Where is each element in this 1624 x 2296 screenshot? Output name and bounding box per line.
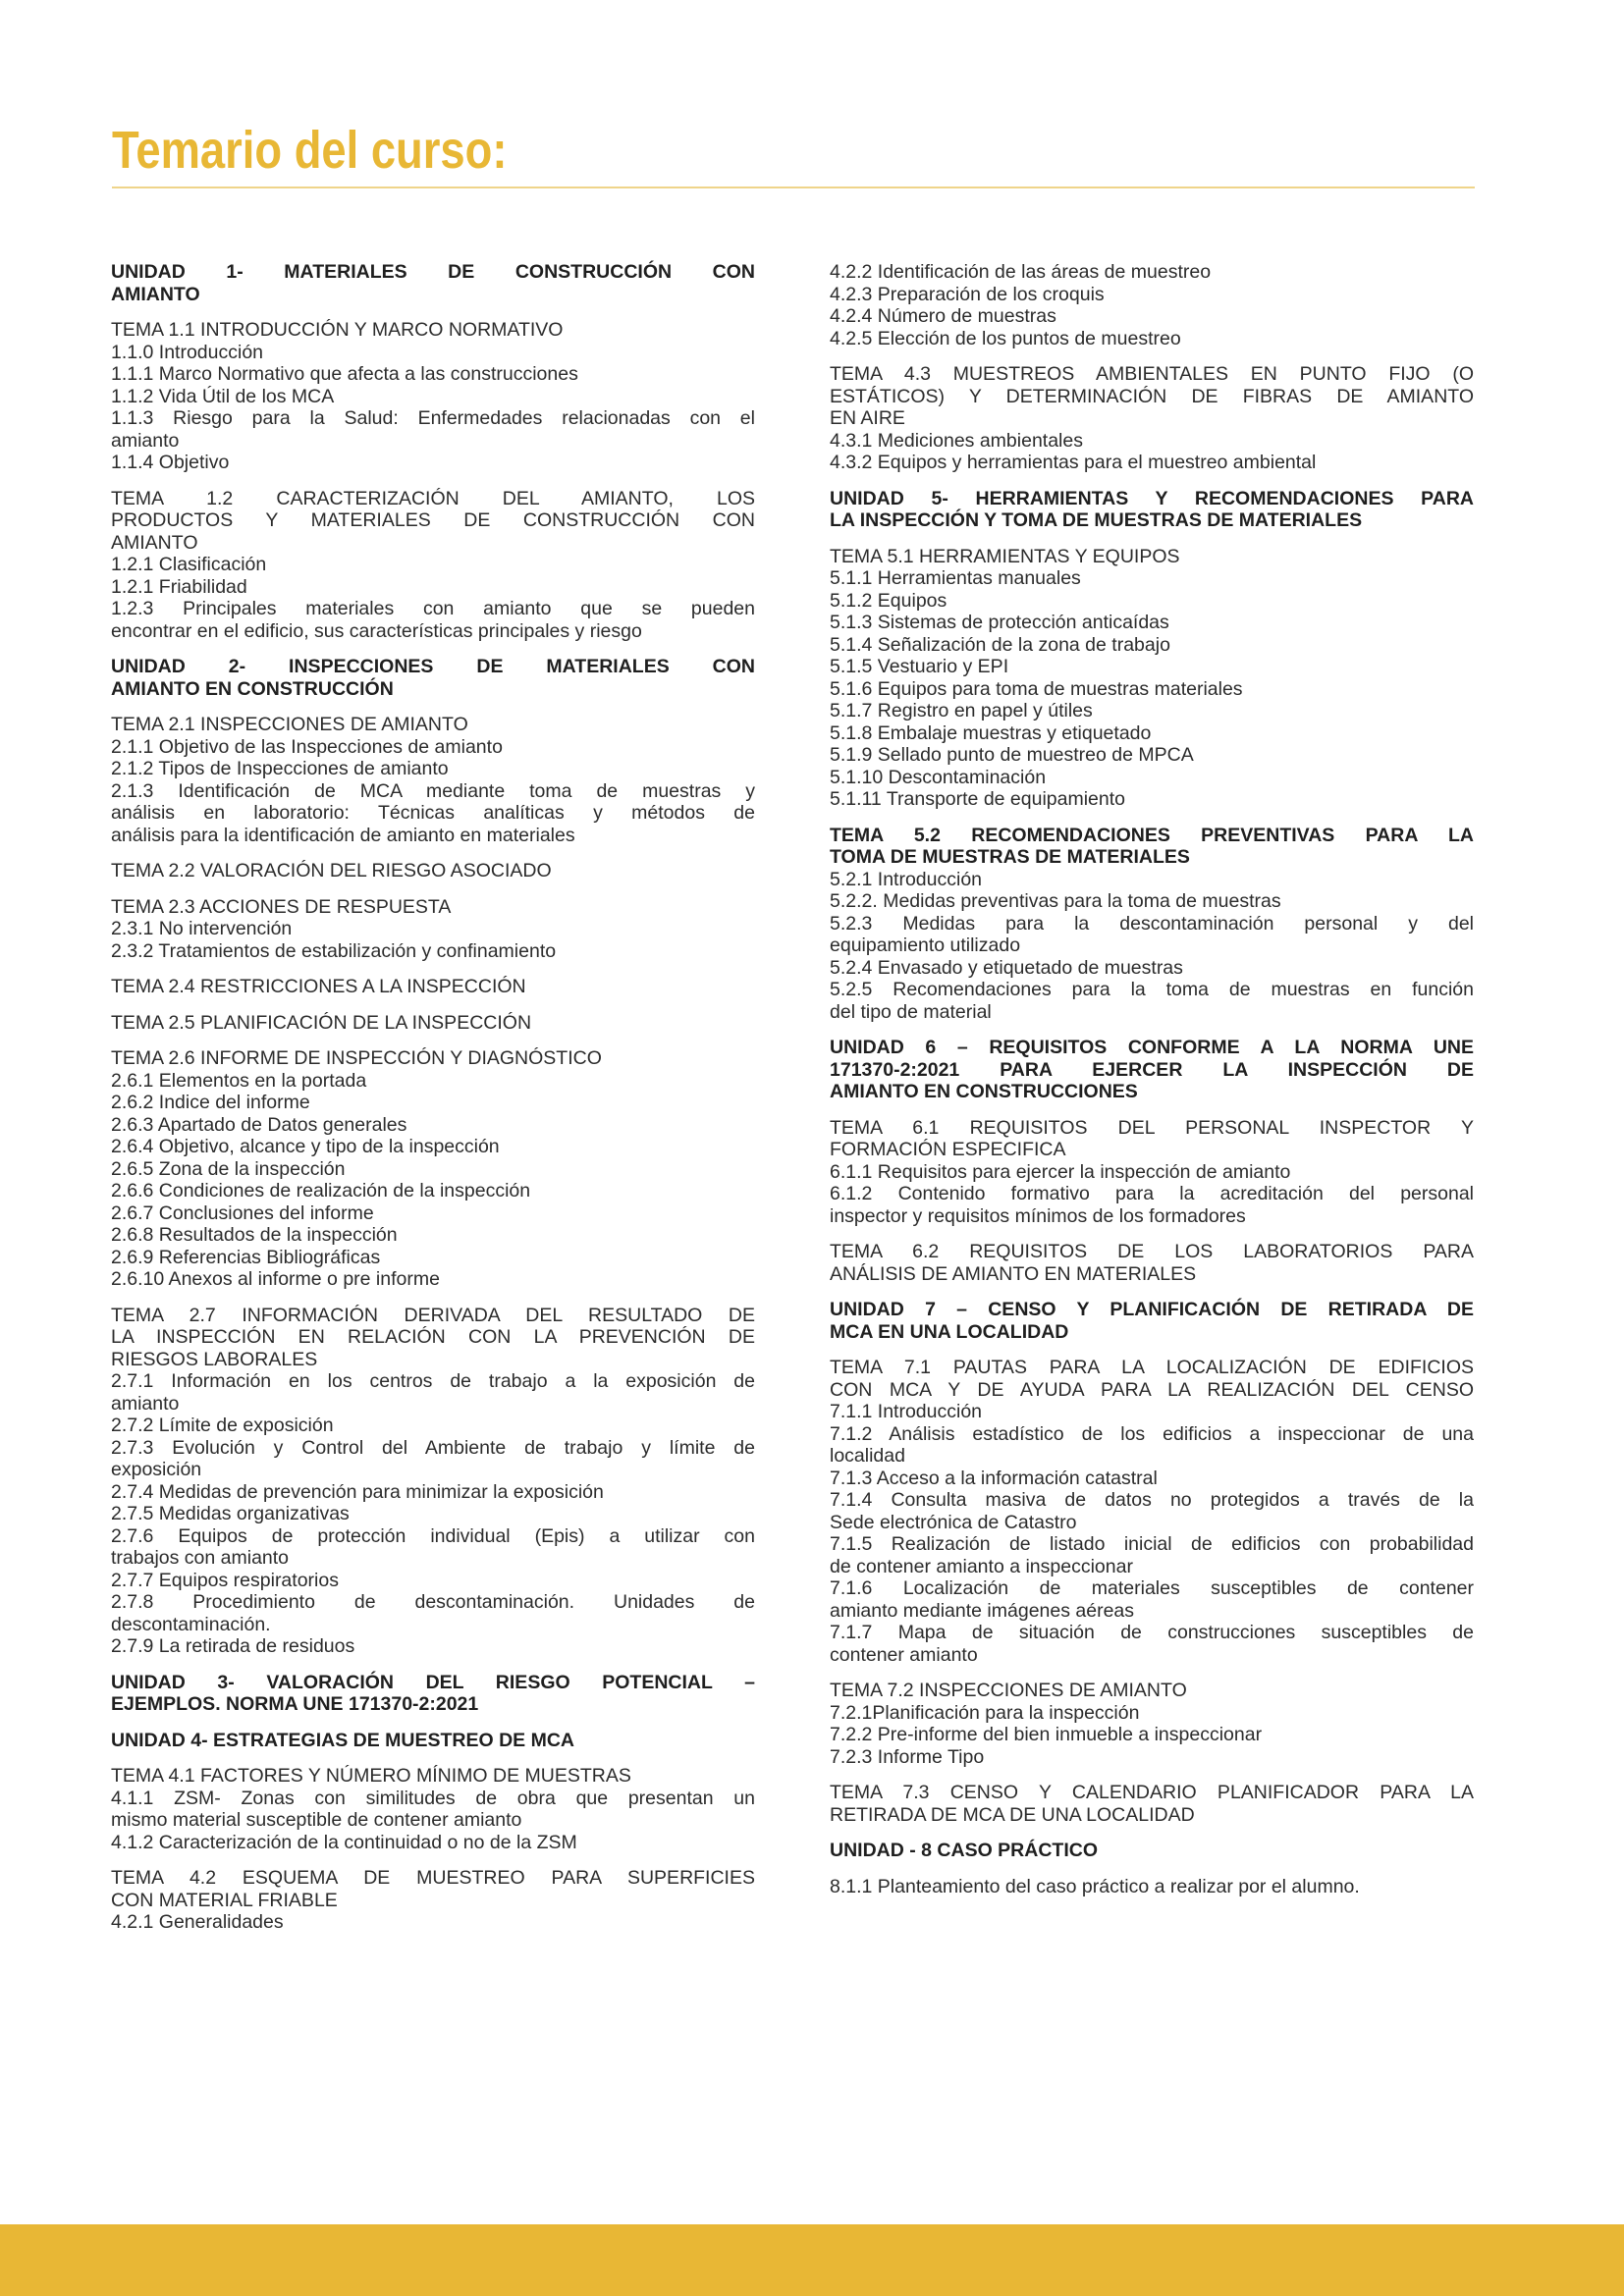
syllabus-line: 4.1.2 Caracterización de la continuidad o no de la ZSM: [111, 1831, 577, 1853]
syllabus-line: TEMA 7.3 CENSO Y CALENDARIO PLANIFICADOR PARA LA: [830, 1782, 1474, 1803]
syllabus-line: mismo material susceptible de contener amianto: [111, 1809, 522, 1831]
syllabus-line: 5.2.2. Medidas preventivas para la toma de muestras: [830, 890, 1281, 912]
topic-block: [830, 1357, 1474, 1666]
syllabus-line: 5.1.4 Señalización de la zona de trabajo: [830, 633, 1170, 656]
unit-heading-line: UNIDAD 6 – REQUISITOS CONFORME A LA NORMA UNE: [830, 1037, 1474, 1058]
syllabus-line: 5.2.1 Introducción: [830, 868, 983, 890]
syllabus-line: amianto mediante imágenes aéreas: [830, 1599, 1135, 1622]
unit-heading-block: [830, 488, 1474, 532]
syllabus-line: 5.1.6 Equipos para toma de muestras materiales: [830, 677, 1243, 700]
unit-heading-line: AMIANTO EN CONSTRUCCIONES: [830, 1081, 1138, 1102]
syllabus-line: 8.1.1 Planteamiento del caso práctico a realizar por el alumno.: [830, 1875, 1360, 1897]
syllabus-line: 5.2.4 Envasado y etiquetado de muestras: [830, 956, 1183, 979]
syllabus-line: 5.1.8 Embalaje muestras y etiquetado: [830, 721, 1152, 744]
syllabus-line: 5.1.2 Equipos: [830, 589, 947, 612]
syllabus-line: 2.6.7 Conclusiones del informe: [111, 1201, 374, 1224]
syllabus-line: TEMA 1.1 INTRODUCCIÓN Y MARCO NORMATIVO: [111, 319, 564, 341]
unit-heading-line: AMIANTO EN CONSTRUCCIÓN: [111, 677, 394, 700]
syllabus-line: 4.2.1 Generalidades: [111, 1911, 284, 1933]
syllabus-line: ANÁLISIS DE AMIANTO EN MATERIALES: [830, 1262, 1197, 1285]
syllabus-line: 5.1.11 Transporte de equipamiento: [830, 788, 1126, 810]
syllabus-line: 1.2.3 Principales materiales con amianto que se pueden: [111, 598, 755, 619]
unit-heading-line: 171370-2:2021 PARA EJERCER LA INSPECCIÓN DE: [830, 1058, 1474, 1081]
syllabus-line: 7.1.3 Acceso a la información catastral: [830, 1467, 1158, 1489]
syllabus-line: 7.1.1 Introducción: [830, 1401, 983, 1422]
unit-heading-line: UNIDAD 3- VALORACIÓN DEL RIESGO POTENCIAL –: [111, 1671, 755, 1693]
syllabus-line: de contener amianto a inspeccionar: [830, 1555, 1133, 1577]
syllabus-line: FORMACIÓN ESPECIFICA: [830, 1139, 1066, 1160]
syllabus-line: TEMA 1.2 CARACTERIZACIÓN DEL AMIANTO, LOS: [111, 487, 755, 509]
syllabus-line: 5.1.1 Herramientas manuales: [830, 567, 1081, 589]
unit-heading-block: [830, 1037, 1474, 1103]
syllabus-line: 2.3.1 No intervención: [111, 918, 293, 939]
syllabus-line: RETIRADA DE MCA DE UNA LOCALIDAD: [830, 1803, 1195, 1826]
syllabus-line: 4.2.2 Identificación de las áreas de muestreo: [830, 261, 1212, 283]
syllabus-line: EN AIRE: [830, 407, 905, 429]
unit-heading-line: UNIDAD 7 – CENSO Y PLANIFICACIÓN DE RETIRADA DE: [830, 1299, 1474, 1320]
syllabus-line: 4.1.1 ZSM- Zonas con similitudes de obra que presentan un: [111, 1787, 755, 1809]
syllabus-line: 5.1.3 Sistemas de protección anticaídas: [830, 612, 1169, 633]
syllabus-line: TEMA 4.2 ESQUEMA DE MUESTREO PARA SUPERFICIES: [111, 1867, 755, 1889]
syllabus-line: 1.1.2 Vida Útil de los MCA: [111, 385, 335, 407]
unit-heading-block: [111, 1672, 755, 1716]
topic-block: [830, 261, 1474, 349]
topic-block: [830, 1680, 1474, 1768]
syllabus-line: 4.3.2 Equipos y herramientas para el muestreo ambiental: [830, 452, 1317, 473]
syllabus-line: 5.1.5 Vestuario y EPI: [830, 656, 1009, 677]
syllabus-line: descontaminación.: [111, 1613, 271, 1635]
syllabus-line: 2.6.1 Elementos en la portada: [111, 1069, 367, 1092]
syllabus-line: 4.2.4 Número de muestras: [830, 305, 1056, 327]
topic-block: [830, 1876, 1474, 1898]
topic-block: [111, 319, 755, 474]
syllabus-line: 5.1.9 Sellado punto de muestreo de MPCA: [830, 744, 1194, 766]
topic-block: [830, 1241, 1474, 1285]
syllabus-line: 7.2.1Planificación para la inspección: [830, 1701, 1140, 1724]
unit-heading-line: UNIDAD 1- MATERIALES DE CONSTRUCCIÓN CON: [111, 261, 755, 283]
syllabus-line: equipamiento utilizado: [830, 934, 1021, 956]
syllabus-line: inspector y requisitos mínimos de los formadores: [830, 1204, 1246, 1227]
syllabus-line: TEMA 6.1 REQUISITOS DEL PERSONAL INSPECTOR Y: [830, 1116, 1474, 1139]
syllabus-line: 1.2.1 Friabilidad: [111, 575, 247, 598]
syllabus-line: 2.1.1 Objetivo de las Inspecciones de amianto: [111, 735, 503, 758]
topic-block: [111, 488, 755, 643]
syllabus-line: 2.6.2 Indice del informe: [111, 1092, 310, 1113]
topic-block: [111, 1867, 755, 1934]
unit-heading-line: EJEMPLOS. NORMA UNE 171370-2:2021: [111, 1693, 479, 1715]
syllabus-line: 7.1.7 Mapa de situación de construcciones susceptibles de: [830, 1622, 1474, 1643]
syllabus-line: PRODUCTOS Y MATERIALES DE CONSTRUCCIÓN CON: [111, 509, 755, 531]
unit-heading-block: [111, 656, 755, 700]
topic-block: [830, 546, 1474, 811]
topic-block: [111, 1047, 755, 1291]
syllabus-line: trabajos con amianto: [111, 1547, 290, 1569]
unit-heading-line: MCA EN UNA LOCALIDAD: [830, 1320, 1069, 1343]
syllabus-line: 2.7.4 Medidas de prevención para minimizar la exposición: [111, 1480, 604, 1503]
syllabus-line: encontrar en el edificio, sus características principales y riesgo: [111, 619, 642, 642]
syllabus-line: 2.6.8 Resultados de la inspección: [111, 1224, 398, 1246]
syllabus-line: 5.2.3 Medidas para la descontaminación personal y del: [830, 912, 1474, 934]
syllabus-line: 6.1.1 Requisitos para ejercer la inspección de amianto: [830, 1160, 1291, 1183]
syllabus-line: 7.1.4 Consulta masiva de datos no protegidos a través de la: [830, 1489, 1474, 1511]
syllabus-line: RIESGOS LABORALES: [111, 1348, 318, 1370]
syllabus-line: 7.2.2 Pre-informe del bien inmueble a inspeccionar: [830, 1724, 1263, 1745]
syllabus-line: 2.6.10 Anexos al informe o pre informe: [111, 1268, 440, 1290]
syllabus-line: 7.1.2 Análisis estadístico de los edificios a inspeccionar de una: [830, 1422, 1474, 1445]
syllabus-line: LA INSPECCIÓN EN RELACIÓN CON LA PREVENCIÓN DE: [111, 1326, 755, 1348]
syllabus-line: 2.1.3 Identificación de MCA mediante toma de muestras y: [111, 779, 755, 802]
unit-heading-line: TEMA 5.2 RECOMENDACIONES PREVENTIVAS PARA LA: [830, 824, 1474, 846]
syllabus-line: TEMA 7.2 INSPECCIONES DE AMIANTO: [830, 1680, 1187, 1701]
syllabus-line: 2.6.3 Apartado de Datos generales: [111, 1113, 407, 1136]
left-column: [111, 261, 755, 1948]
syllabus-line: TEMA 6.2 REQUISITOS DE LOS LABORATORIOS PARA: [830, 1241, 1474, 1262]
syllabus-line: 2.7.1 Información en los centros de trabajo a la exposición de: [111, 1370, 755, 1392]
syllabus-line: 2.6.9 Referencias Bibliográficas: [111, 1246, 381, 1268]
syllabus-line: 2.7.5 Medidas organizativas: [111, 1503, 350, 1524]
syllabus-line: 1.1.1 Marco Normativo que afecta a las construcciones: [111, 363, 578, 385]
unit-heading-line: UNIDAD 2- INSPECCIONES DE MATERIALES CON: [111, 656, 755, 677]
unit-heading-line: UNIDAD 5- HERRAMIENTAS Y RECOMENDACIONES PARA: [830, 487, 1474, 509]
syllabus-line: CON MCA Y DE AYUDA PARA LA REALIZACIÓN DEL CENSO: [830, 1378, 1474, 1401]
syllabus-line: 1.1.4 Objetivo: [111, 452, 230, 473]
syllabus-line: TEMA 2.1 INSPECCIONES DE AMIANTO: [111, 714, 468, 735]
topic-block: [111, 860, 755, 882]
syllabus-line: 2.7.8 Procedimiento de descontaminación. Unidades de: [111, 1591, 755, 1613]
syllabus-line: 2.7.9 La retirada de residuos: [111, 1635, 355, 1657]
syllabus-line: 1.2.1 Clasificación: [111, 554, 267, 575]
syllabus-line: 7.2.3 Informe Tipo: [830, 1745, 985, 1768]
unit-heading-block: [111, 261, 755, 305]
syllabus-line: 2.6.4 Objetivo, alcance y tipo de la inspección: [111, 1136, 500, 1157]
syllabus-line: 2.7.7 Equipos respiratorios: [111, 1569, 339, 1591]
topic-block: [111, 976, 755, 998]
topic-block: [111, 896, 755, 963]
unit-heading-line: TOMA DE MUESTRAS DE MATERIALES: [830, 846, 1190, 868]
unit-heading-block: [830, 825, 1474, 1024]
syllabus-line: 7.1.5 Realización de listado inicial de edificios con probabilidad: [830, 1533, 1474, 1555]
syllabus-line: amianto: [111, 1392, 180, 1415]
topic-block: [111, 1012, 755, 1035]
unit-heading-block: [830, 1840, 1474, 1862]
syllabus-line: 5.1.10 Descontaminación: [830, 766, 1047, 788]
syllabus-line: 4.3.1 Mediciones ambientales: [830, 429, 1083, 452]
syllabus-line: 7.1.6 Localización de materiales susceptibles de contener: [830, 1577, 1474, 1599]
unit-heading-block: [830, 1299, 1474, 1343]
syllabus-line: Sede electrónica de Catastro: [830, 1511, 1077, 1533]
syllabus-line: 4.2.3 Preparación de los croquis: [830, 283, 1105, 305]
syllabus-line: 6.1.2 Contenido formativo para la acreditación del personal: [830, 1183, 1474, 1204]
syllabus-line: amianto: [111, 429, 180, 452]
syllabus-line: TEMA 2.2 VALORACIÓN DEL RIESGO ASOCIADO: [111, 860, 552, 881]
syllabus-line: 5.1.7 Registro en papel y útiles: [830, 700, 1093, 721]
syllabus-line: ESTÁTICOS) Y DETERMINACIÓN DE FIBRAS DE AMIANTO: [830, 385, 1474, 407]
syllabus-line: 2.6.5 Zona de la inspección: [111, 1157, 346, 1180]
topic-block: [111, 714, 755, 846]
syllabus-line: TEMA 2.4 RESTRICCIONES A LA INSPECCIÓN: [111, 976, 526, 997]
syllabus-line: TEMA 2.6 INFORME DE INSPECCIÓN Y DIAGNÓSTICO: [111, 1047, 602, 1069]
syllabus-line: localidad: [830, 1445, 905, 1467]
syllabus-line: 2.1.2 Tipos de Inspecciones de amianto: [111, 758, 449, 779]
page-title: Temario del curso:: [112, 121, 508, 180]
topic-block: [830, 1117, 1474, 1228]
syllabus-line: 2.6.6 Condiciones de realización de la inspección: [111, 1180, 531, 1201]
syllabus-line: TEMA 5.1 HERRAMIENTAS Y EQUIPOS: [830, 545, 1180, 567]
syllabus-line: 2.3.2 Tratamientos de estabilización y confinamiento: [111, 939, 557, 962]
topic-block: [111, 1765, 755, 1853]
title-divider: [112, 187, 1475, 188]
syllabus-line: análisis para la identificación de amianto en materiales: [111, 824, 575, 846]
unit-heading-line: UNIDAD 4- ESTRATEGIAS DE MUESTREO DE MCA: [111, 1729, 574, 1751]
syllabus-line: exposición: [111, 1459, 202, 1480]
syllabus-line: TEMA 4.3 MUESTREOS AMBIENTALES EN PUNTO FIJO (O: [830, 363, 1474, 385]
syllabus-line: 1.1.3 Riesgo para la Salud: Enfermedades relacionadas con el: [111, 407, 755, 429]
syllabus-line: AMIANTO: [111, 531, 198, 554]
syllabus-line: TEMA 4.1 FACTORES Y NÚMERO MÍNIMO DE MUESTRAS: [111, 1765, 631, 1787]
syllabus-line: TEMA 7.1 PAUTAS PARA LA LOCALIZACIÓN DE EDIFICIOS: [830, 1357, 1474, 1378]
syllabus-line: TEMA 2.7 INFORMACIÓN DERIVADA DEL RESULTADO DE: [111, 1304, 755, 1326]
syllabus-line: 2.7.2 Límite de exposición: [111, 1415, 334, 1436]
topic-block: [830, 363, 1474, 474]
syllabus-line: TEMA 2.3 ACCIONES DE RESPUESTA: [111, 895, 452, 918]
syllabus-line: 2.7.3 Evolución y Control del Ambiente de trabajo y límite de: [111, 1436, 755, 1459]
syllabus-line: TEMA 2.5 PLANIFICACIÓN DE LA INSPECCIÓN: [111, 1011, 532, 1034]
syllabus-line: 4.2.5 Elección de los puntos de muestreo: [830, 327, 1181, 349]
syllabus-line: del tipo de material: [830, 1000, 992, 1023]
footer-band: [0, 2224, 1624, 2296]
syllabus-line: 2.7.6 Equipos de protección individual (Epis) a utilizar con: [111, 1524, 755, 1547]
unit-heading-line: AMIANTO: [111, 283, 200, 305]
topic-block: [830, 1782, 1474, 1826]
right-column: [830, 261, 1474, 1911]
syllabus-line: 1.1.0 Introducción: [111, 341, 264, 363]
syllabus-line: 5.2.5 Recomendaciones para la toma de muestras en función: [830, 979, 1474, 1000]
syllabus-line: contener amianto: [830, 1643, 978, 1666]
unit-heading-line: UNIDAD - 8 CASO PRÁCTICO: [830, 1840, 1099, 1861]
syllabus-line: CON MATERIAL FRIABLE: [111, 1889, 338, 1911]
unit-heading-line: LA INSPECCIÓN Y TOMA DE MUESTRAS DE MATERIALES: [830, 509, 1363, 531]
syllabus-line: análisis en laboratorio: Técnicas analíticas y métodos de: [111, 802, 755, 824]
unit-heading-block: [111, 1730, 755, 1752]
topic-block: [111, 1305, 755, 1658]
